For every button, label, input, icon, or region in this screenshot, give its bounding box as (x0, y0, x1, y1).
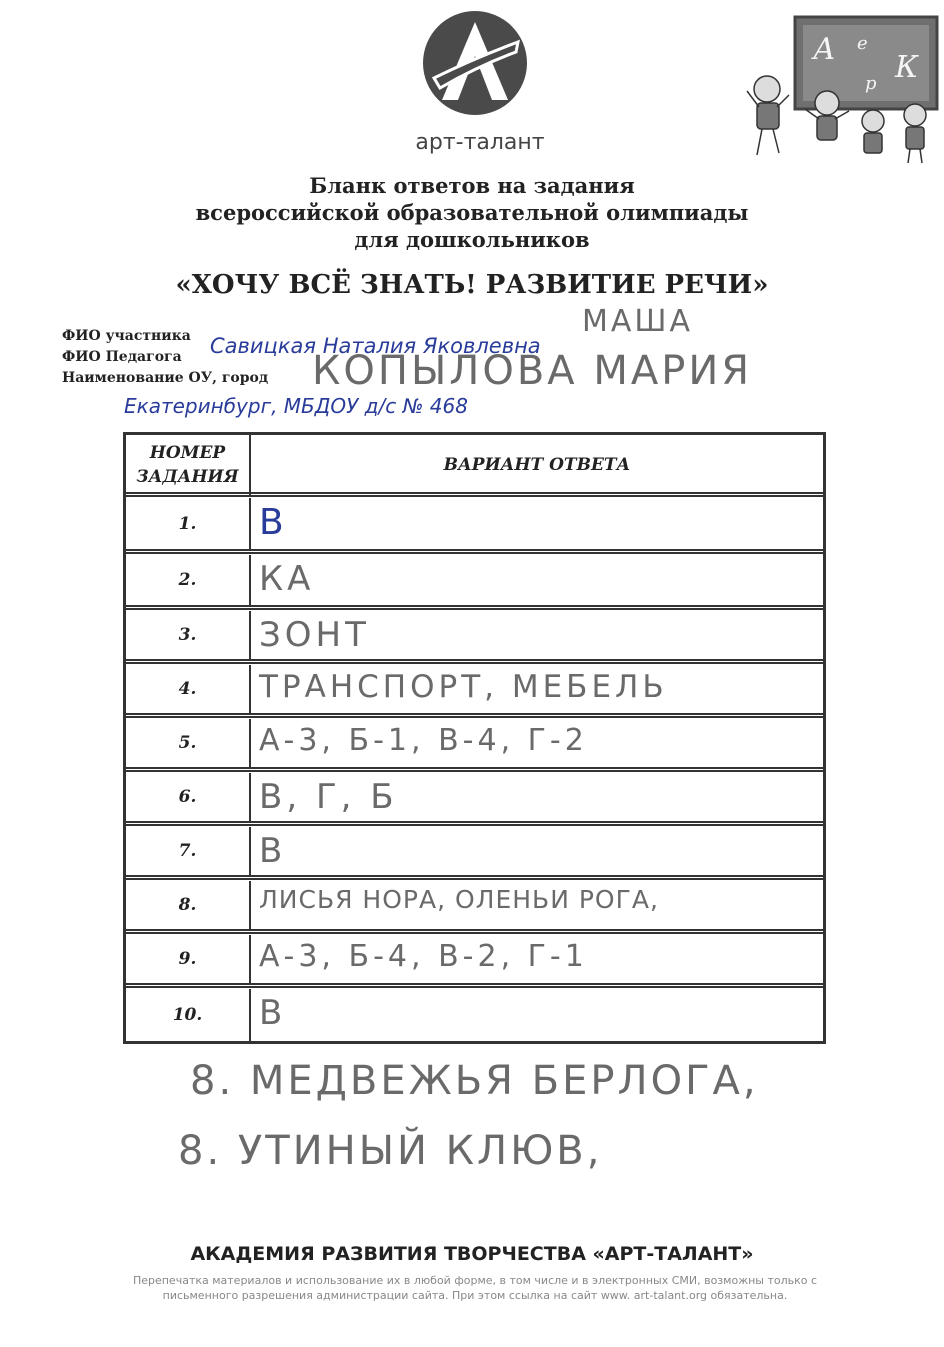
answer-text: В (259, 502, 288, 543)
extra-answer: 8. УТИНЫЙ КЛЮВ, (178, 1128, 603, 1174)
table-row (126, 665, 823, 713)
extra-answer: 8. МЕДВЕЖЬЯ БЕРЛОГА, (190, 1058, 759, 1104)
org-label: Наименование ОУ, город (62, 370, 269, 386)
header-answer: ВАРИАНТ ОТВЕТА (443, 455, 631, 475)
board-letter-a: А (813, 32, 836, 67)
org-value: Екатеринбург, МБДОУ д/с № 468 (124, 394, 468, 418)
chalkboard-kids-image (745, 15, 940, 165)
task-number: 9. (126, 935, 251, 983)
table-row (126, 555, 823, 605)
board-letter-e: е (857, 33, 868, 54)
form-title (0, 172, 944, 253)
task-number: 5. (126, 719, 251, 767)
task-number: 8. (126, 881, 251, 929)
participant-label: ФИО участника (62, 328, 191, 344)
table-header-row (126, 435, 823, 495)
footer-copyright-note: Перепечатка материалов и использование их в любой форме, в том числе и в электронных СМИ, возможны только с письменного разрешения администрации сайта. При этом ссылка на сайт www. art-talant.org обязательна. (132, 1274, 818, 1302)
answer-table (123, 432, 826, 1044)
logo-text: арт-талант (415, 130, 545, 155)
answer-text: А-3, Б-1, В-4, Г-2 (259, 723, 588, 758)
table-row (126, 935, 823, 983)
task-number: 10. (126, 989, 251, 1041)
task-number: 1. (126, 498, 251, 549)
answer-text: ТРАНСПОРТ, МЕБЕЛЬ (259, 669, 668, 705)
form-title-line-3: для дошкольников (354, 227, 590, 252)
form-title-line-1: Бланк ответов на задания (309, 173, 635, 198)
answer-text: В, Г, Б (259, 777, 398, 817)
task-number: 7. (126, 827, 251, 875)
table-row (126, 881, 823, 929)
answer-text: В (259, 831, 287, 871)
teacher-label: ФИО Педагога (62, 349, 182, 365)
form-title-line-2: всероссийской образовательной олимпиады (195, 200, 749, 225)
table-row (126, 611, 823, 659)
olympiad-name: «ХОЧУ ВСЁ ЗНАТЬ! РАЗВИТИЕ РЕЧИ» (175, 270, 769, 300)
task-number: 3. (126, 611, 251, 659)
answer-text: А-3, Б-4, В-2, Г-1 (259, 939, 588, 974)
table-row (126, 773, 823, 821)
table-row (126, 498, 823, 549)
task-number: 2. (126, 555, 251, 605)
table-row (126, 827, 823, 875)
answer-text: ЛИСЬЯ НОРА, ОЛЕНЬИ РОГА, (259, 885, 659, 914)
footer-organization: АКАДЕМИЯ РАЗВИТИЯ ТВОРЧЕСТВА «АРТ-ТАЛАНТ» (190, 1243, 754, 1265)
answer-text: В (259, 993, 287, 1033)
answer-text: КА (259, 559, 315, 599)
table-row (126, 719, 823, 767)
participant-value: КОПЫЛОВА МАРИЯ (312, 348, 753, 394)
table-row (126, 989, 823, 1041)
board-letter-r: р (865, 73, 877, 94)
answer-text: ЗОНТ (259, 615, 370, 655)
participant-nickname: МАША (582, 304, 694, 339)
teacher-value: Савицкая Наталия Яковлевна (210, 334, 541, 358)
task-number: 4. (126, 665, 251, 713)
header-task-number: НОМЕР ЗАДАНИЯ (126, 435, 251, 495)
art-talant-logo-icon (420, 8, 530, 118)
board-letter-k: К (895, 50, 919, 85)
task-number: 6. (126, 773, 251, 821)
